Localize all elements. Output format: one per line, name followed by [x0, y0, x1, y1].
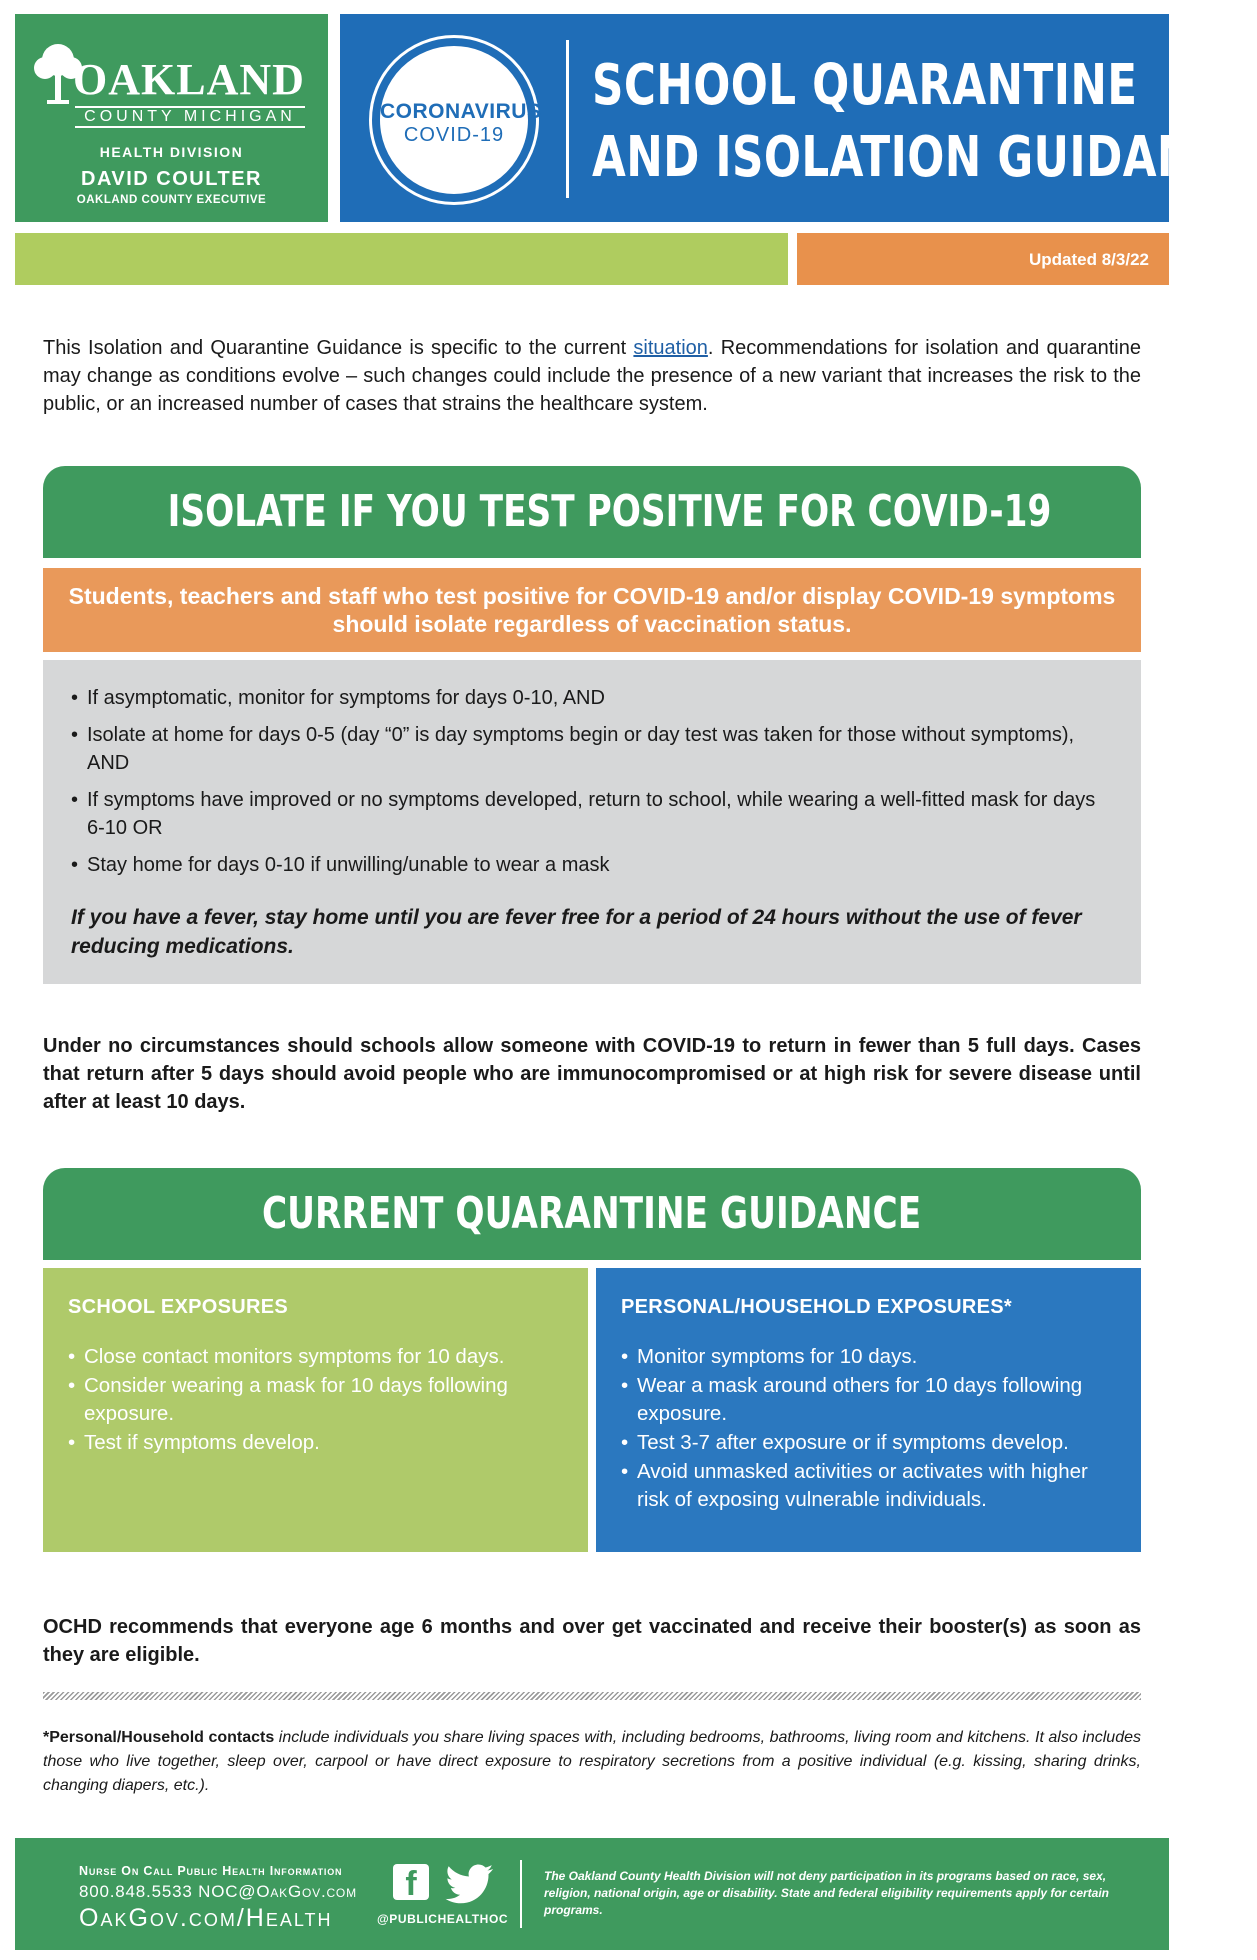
quarantine-section-header [43, 1168, 1141, 1260]
nurse-on-call-label: Nurse On Call Public Health Information [79, 1864, 343, 1878]
isolate-section-header [43, 466, 1141, 558]
isolate-heading: ISOLATE IF YOU TEST POSITIVE FOR COVID-19 [167, 486, 1052, 537]
list-item: • If asymptomatic, monitor for symptoms for days 0-10, AND [71, 684, 1111, 712]
website-link[interactable]: OakGov.com/Health [79, 1904, 333, 1932]
personal-exposures-title: PERSONAL/HOUSEHOLD EXPOSURES* [621, 1296, 1012, 1318]
header-title-panel [340, 14, 1257, 222]
list-item: • Consider wearing a mask for 10 days following exposure. [68, 1372, 562, 1428]
school-exposures-list [68, 1343, 562, 1457]
nondiscrimination-statement: The Oakland County Health Division will not deny participation in its programs based on race, sex, religion, national origin, age or disability. State and federal eligibility requirements apply for certain programs. [544, 1869, 1110, 1917]
logo-subtitle: COUNTY MICHIGAN [75, 106, 305, 128]
executive-name: DAVID COULTER [81, 168, 262, 190]
list-item: • Wear a mask around others for 10 days following exposure. [621, 1372, 1115, 1428]
list-item: • Test 3-7 after exposure or if symptoms develop. [621, 1429, 1115, 1457]
header-divider [566, 40, 569, 198]
hatched-divider [43, 1692, 1141, 1700]
list-item: • Monitor symptoms for 10 days. [621, 1343, 1115, 1371]
page-title-line-2: AND ISOLATION GUIDANCE [592, 125, 1257, 190]
executive-title: OAKLAND COUNTY EXECUTIVE [76, 194, 267, 206]
facebook-icon[interactable]: f [393, 1864, 429, 1900]
isolate-notice-band: Students, teachers and staff who test positive for COVID-19 and/or display COVID-19 symptoms should isolate regardless of vaccination status. [43, 568, 1141, 652]
isolate-instructions [43, 660, 1141, 984]
header-logo-panel [15, 14, 328, 222]
footnote-text: include individuals you share living spaces with, including bedrooms, bathrooms, living room and kitchens. It also includes those who live together, sleep over, carpool or have direct exposure to respiratory secretions from a positive individual (e.g. kissing, sharing drinks, changing diapers, etc.). [43, 1729, 1141, 1794]
list-item: • If symptoms have improved or no symptoms developed, return to school, while wearing a well-fitted mask for days 6-10 OR [71, 786, 1111, 842]
footer-divider [520, 1860, 522, 1928]
list-item: • Avoid unmasked activities or activates with higher risk of exposing vulnerable individuals. [621, 1458, 1115, 1514]
personal-exposures-panel [596, 1268, 1141, 1552]
list-item: • Isolate at home for days 0-5 (day “0” is day symptoms begin or day test was taken for those without symptoms), AND [71, 721, 1111, 777]
footer [15, 1838, 1169, 1950]
updated-badge: Updated 8/3/22 [797, 233, 1169, 285]
list-item: • Close contact monitors symptoms for 10 days. [68, 1343, 562, 1371]
intro-paragraph [43, 334, 1141, 418]
page-title-line-1: SCHOOL QUARANTINE [592, 53, 1138, 118]
list-item: • Test if symptoms develop. [68, 1429, 562, 1457]
health-division-label: HEALTH DIVISION [99, 144, 244, 160]
intro-text-2: . Recommendations for isolation and quarantine may change as conditions evolve – such changes could include the presence of a new variant that increases the risk to the public, or an increased number of cases that strains the healthcare system. [43, 337, 1141, 415]
footnote-term: *Personal/Household contacts [43, 1729, 275, 1746]
school-exposures-title: SCHOOL EXPOSURES [68, 1296, 289, 1318]
vaccination-recommendation: OCHD recommends that everyone age 6 months and over get vaccinated and receive their booster(s) as soon as they are eligible. [43, 1616, 1141, 1666]
quarantine-heading: CURRENT QUARANTINE GUIDANCE [262, 1188, 922, 1239]
coronavirus-badge [372, 38, 542, 202]
intro-text-1: This Isolation and Quarantine Guidance is specific to the current [43, 337, 634, 359]
situation-link[interactable]: situation [633, 337, 708, 359]
twitter-icon[interactable] [445, 1864, 495, 1904]
personal-exposures-list [621, 1343, 1115, 1514]
badge-line-2: COVID-19 [403, 124, 505, 146]
fever-note: If you have a fever, stay home until you are fever free for a period of 24 hours without the use of fever reducing medications. [71, 906, 1082, 958]
social-handle[interactable]: @PUBLICHEALTHOC [377, 1912, 509, 1926]
school-exposures-panel [43, 1268, 588, 1552]
accent-bar [15, 233, 788, 285]
return-to-school-note: Under no circumstances should schools allow someone with COVID-19 to return in fewer than 5 full days. Cases that return after 5 days should avoid people who are immunocompromised or at high risk for severe disease until after at least 10 days. [43, 1035, 1141, 1113]
page-title [592, 50, 1257, 194]
footnote [43, 1726, 1141, 1798]
isolate-list [71, 684, 1111, 879]
contact-phone-email[interactable]: 800.848.5533 NOC@OakGov.com [79, 1882, 357, 1901]
logo-wordmark: OAKLAND [73, 55, 305, 104]
badge-line-1: CORONAVIRUS [380, 100, 542, 123]
list-item: • Stay home for days 0-10 if unwilling/unable to wear a mask [71, 851, 1111, 879]
